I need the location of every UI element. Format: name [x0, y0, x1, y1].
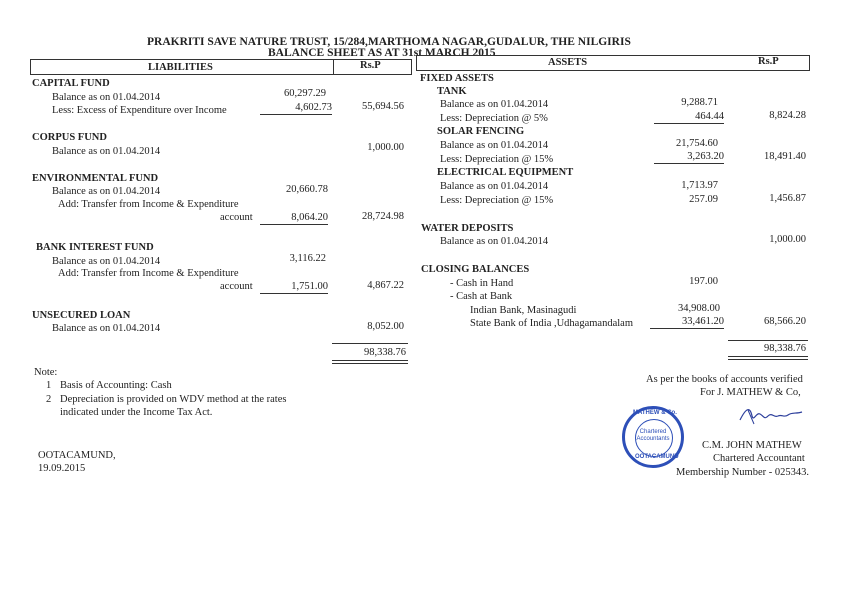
electrical-equipment-total: 1,456.87 — [769, 193, 806, 204]
signatory-name: C.M. JOHN MATHEW — [702, 440, 802, 451]
footer-date: 19.09.2015 — [38, 463, 86, 474]
solar-fencing-balance-label: Balance as on 01.04.2014 — [440, 140, 549, 151]
tank-balance-label: Balance as on 01.04.2014 — [440, 99, 549, 110]
document-subtitle: BALANCE SHEET AS AT 31st MARCH 2015 — [268, 47, 496, 59]
assets-header-box — [416, 55, 810, 71]
solar-fencing-less-label: Less: Depreciation @ 15% — [440, 154, 554, 165]
note-2-number: 2 — [46, 394, 52, 405]
assets-total-rule — [728, 340, 808, 341]
liabilities-total-rule — [332, 343, 408, 344]
assets-heading: ASSETS — [548, 57, 588, 68]
environmental-fund-balance-label: Balance as on 01.04.2014 — [52, 186, 161, 197]
stamp-middle-2: Accountants — [636, 436, 670, 442]
capital-fund-total: 55,694.56 — [362, 101, 404, 112]
solar-fencing-title: SOLAR FENCING — [437, 126, 525, 137]
liabilities-total-double-rule — [332, 360, 408, 364]
corpus-fund-total: 1,000.00 — [367, 142, 404, 153]
tank-less-label: Less: Depreciation @ 5% — [440, 113, 548, 124]
corpus-fund-title: CORPUS FUND — [32, 132, 107, 143]
chartered-accountant-stamp — [622, 406, 684, 468]
bank-interest-fund-add-label: Add: Transfer from Income & Expenditure — [58, 268, 239, 279]
tank-less: 464.44 — [654, 111, 724, 124]
unsecured-loan-title: UNSECURED LOAN — [32, 310, 131, 321]
stamp-middle-1: Chartered — [639, 429, 667, 435]
sbi-label: State Bank of India ,Udhagamandalam — [470, 318, 633, 329]
bank-interest-fund-balance: 3,116.22 — [289, 253, 326, 264]
fixed-assets-title: FIXED ASSETS — [420, 73, 494, 84]
solar-fencing-less: 3,263.20 — [654, 151, 724, 164]
sbi-value: 33,461.20 — [650, 316, 724, 329]
capital-fund-title: CAPITAL FUND — [32, 78, 110, 89]
tank-title: TANK — [437, 86, 467, 97]
electrical-equipment-less-label: Less: Depreciation @ 15% — [440, 195, 554, 206]
unsecured-loan-balance-label: Balance as on 01.04.2014 — [52, 323, 161, 334]
document-title: PRAKRITI SAVE NATURE TRUST, 15/284,MARTHOMA NAGAR,GUDALUR, THE NILGIRIS — [147, 36, 631, 48]
capital-fund-less: 4,602.73 — [260, 102, 332, 115]
signature — [736, 404, 806, 426]
liabilities-header-divider — [333, 59, 334, 74]
environmental-fund-title: ENVIRONMENTAL FUND — [32, 173, 159, 184]
corpus-fund-balance-label: Balance as on 01.04.2014 — [52, 146, 161, 157]
solar-fencing-total: 18,491.40 — [764, 151, 806, 162]
stamp-top-text: MATHEW & Co. — [633, 410, 677, 416]
bank-interest-fund-add: 1,751.00 — [260, 281, 328, 294]
electrical-equipment-balance-label: Balance as on 01.04.2014 — [440, 181, 549, 192]
closing-balances-title: CLOSING BALANCES — [421, 264, 530, 275]
tank-balance: 9,288.71 — [681, 97, 718, 108]
assets-grand-total: 98,338.76 — [764, 343, 806, 354]
environmental-fund-add-label: Add: Transfer from Income & Expenditure — [58, 199, 239, 210]
firm-name: For J. MATHEW & Co, — [700, 387, 801, 398]
bank-interest-fund-total: 4,867.22 — [367, 280, 404, 291]
note-2-text: Depreciation is provided on WDV method at the rates — [60, 394, 287, 405]
electrical-equipment-title: ELECTRICAL EQUIPMENT — [437, 167, 574, 178]
environmental-fund-add-label-2: account — [220, 212, 253, 223]
liabilities-grand-total: 98,338.76 — [364, 347, 406, 358]
bank-interest-fund-title: BANK INTEREST FUND — [36, 242, 154, 253]
cash-in-hand-label: - Cash in Hand — [450, 278, 514, 289]
tank-total: 8,824.28 — [769, 110, 806, 121]
capital-fund-less-label: Less: Excess of Expenditure over Income — [52, 105, 227, 116]
cash-in-hand-value: 197.00 — [689, 276, 718, 287]
environmental-fund-add: 8,064.20 — [260, 212, 328, 225]
unsecured-loan-total: 8,052.00 — [367, 321, 404, 332]
assets-currency: Rs.P — [758, 56, 779, 67]
water-deposits-balance-label: Balance as on 01.04.2014 — [440, 236, 549, 247]
note-1-text: Basis of Accounting: Cash — [60, 380, 172, 391]
liabilities-heading: LIABILITIES — [148, 62, 213, 73]
stamp-bottom-text: OOTACAMUND — [635, 454, 679, 460]
indian-bank-value: 34,908.00 — [678, 303, 720, 314]
indian-bank-label: Indian Bank, Masinagudi — [470, 305, 577, 316]
solar-fencing-balance: 21,754.60 — [676, 138, 718, 149]
footer-place: OOTACAMUND, — [38, 450, 116, 461]
bank-interest-fund-balance-label: Balance as on 01.04.2014 — [52, 256, 161, 267]
liabilities-currency: Rs.P — [360, 60, 381, 71]
membership-number: Membership Number - 025343. — [676, 467, 809, 478]
capital-fund-balance: 60,297.29 — [284, 88, 326, 99]
electrical-equipment-less: 257.09 — [689, 194, 718, 205]
assets-total-double-rule — [728, 356, 808, 360]
note-1-number: 1 — [46, 380, 52, 391]
capital-fund-balance-label: Balance as on 01.04.2014 — [52, 92, 161, 103]
water-deposits-total: 1,000.00 — [769, 234, 806, 245]
closing-balances-total: 68,566.20 — [764, 316, 806, 327]
note-2-text-cont: indicated under the Income Tax Act. — [60, 407, 213, 418]
verified-line: As per the books of accounts verified — [646, 374, 803, 385]
signatory-designation: Chartered Accountant — [713, 453, 805, 464]
notes-title: Note: — [34, 367, 58, 378]
cash-at-bank-label: - Cash at Bank — [450, 291, 513, 302]
bank-interest-fund-add-label-2: account — [220, 281, 253, 292]
environmental-fund-balance: 20,660.78 — [286, 184, 328, 195]
environmental-fund-total: 28,724.98 — [362, 211, 404, 222]
water-deposits-title: WATER DEPOSITS — [421, 223, 514, 234]
electrical-equipment-balance: 1,713.97 — [681, 180, 718, 191]
liabilities-header-box — [30, 59, 412, 75]
